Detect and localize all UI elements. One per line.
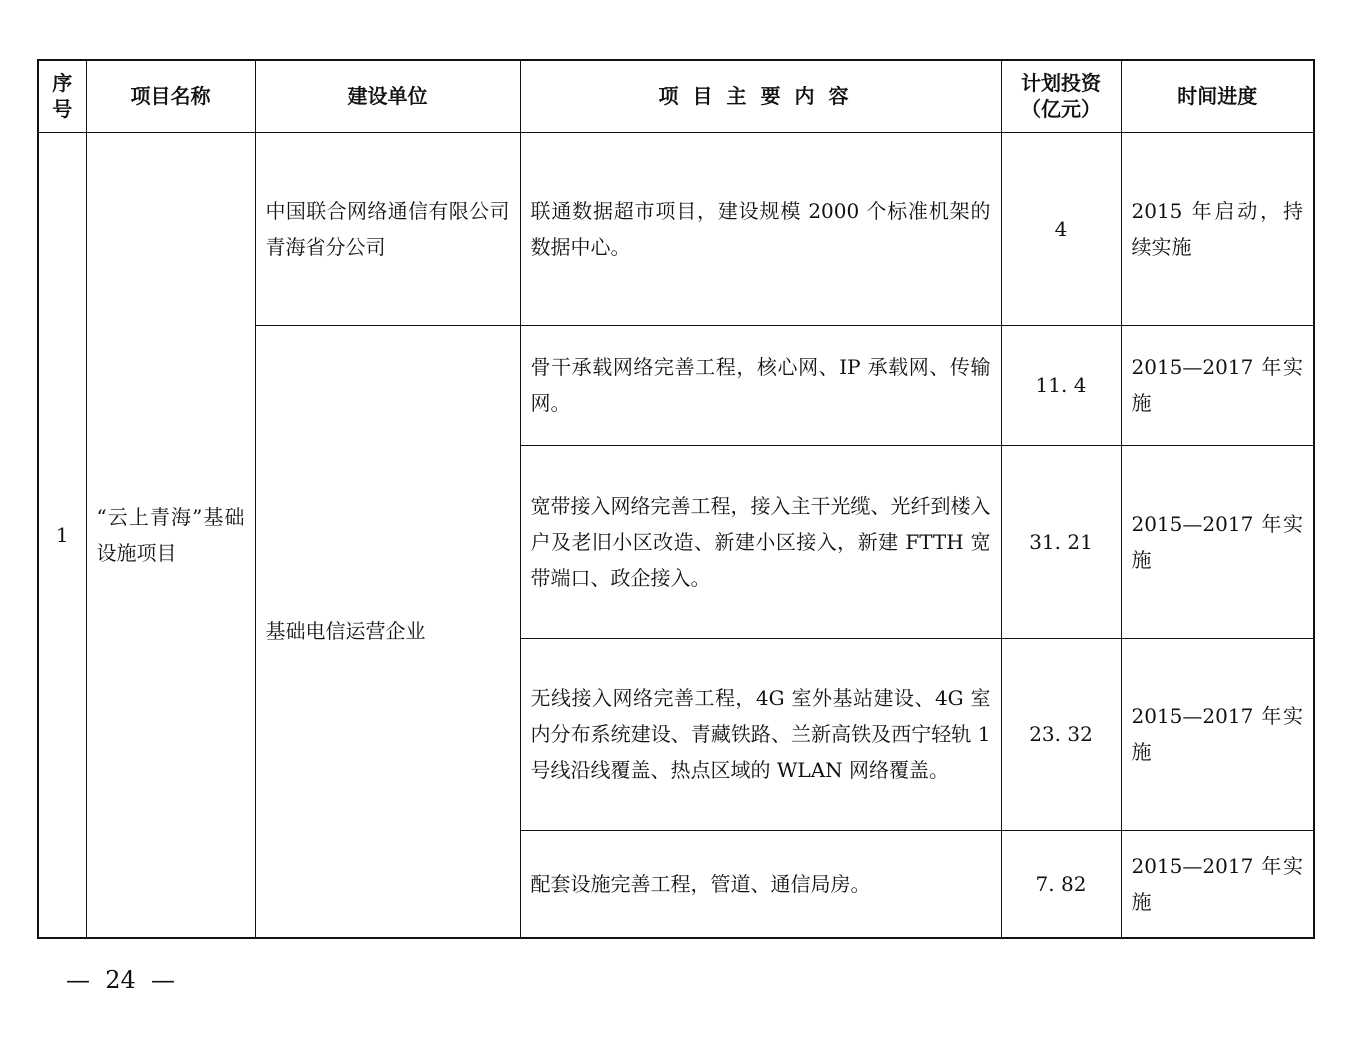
row-unit: 中国联合网络通信有限公司青海省分公司 <box>255 132 520 325</box>
row-invest: 31. 21 <box>1001 445 1121 638</box>
header-name: 项目名称 <box>86 60 255 132</box>
row-progress: 2015 年启动，持续实施 <box>1121 132 1314 325</box>
page-number: — 24 — <box>66 966 176 994</box>
row-progress: 2015—2017 年实施 <box>1121 325 1314 445</box>
row-content: 宽带接入网络完善工程，接入主干光缆、光纤到楼入户及老旧小区改造、新建小区接入，新建 FTTH 宽带端口、政企接入。 <box>520 445 1001 638</box>
row-progress: 2015—2017 年实施 <box>1121 830 1314 938</box>
header-row <box>38 60 1314 132</box>
header-invest: 计划投资（亿元） <box>1001 60 1121 132</box>
project-table <box>37 59 1315 939</box>
project-name: “云上青海”基础设施项目 <box>86 132 255 938</box>
row-progress: 2015—2017 年实施 <box>1121 638 1314 830</box>
row-content: 骨干承载网络完善工程，核心网、IP 承载网、传输网。 <box>520 325 1001 445</box>
row-content: 配套设施完善工程，管道、通信局房。 <box>520 830 1001 938</box>
row-invest: 11. 4 <box>1001 325 1121 445</box>
row-invest: 23. 32 <box>1001 638 1121 830</box>
header-seq: 序号 <box>38 60 86 132</box>
row-invest: 4 <box>1001 132 1121 325</box>
header-unit: 建设单位 <box>255 60 520 132</box>
row-content: 联通数据超市项目，建设规模 2000 个标准机架的数据中心。 <box>520 132 1001 325</box>
row-progress: 2015—2017 年实施 <box>1121 445 1314 638</box>
row-invest: 7. 82 <box>1001 830 1121 938</box>
header-content: 项目主要内容 <box>520 60 1001 132</box>
row-unit: 基础电信运营企业 <box>255 325 520 938</box>
project-seq: 1 <box>38 132 86 938</box>
table-row <box>38 132 1314 325</box>
row-content: 无线接入网络完善工程，4G 室外基站建设、4G 室内分布系统建设、青藏铁路、兰新高铁及西宁轻轨 1 号线沿线覆盖、热点区域的 WLAN 网络覆盖。 <box>520 638 1001 830</box>
header-progress: 时间进度 <box>1121 60 1314 132</box>
